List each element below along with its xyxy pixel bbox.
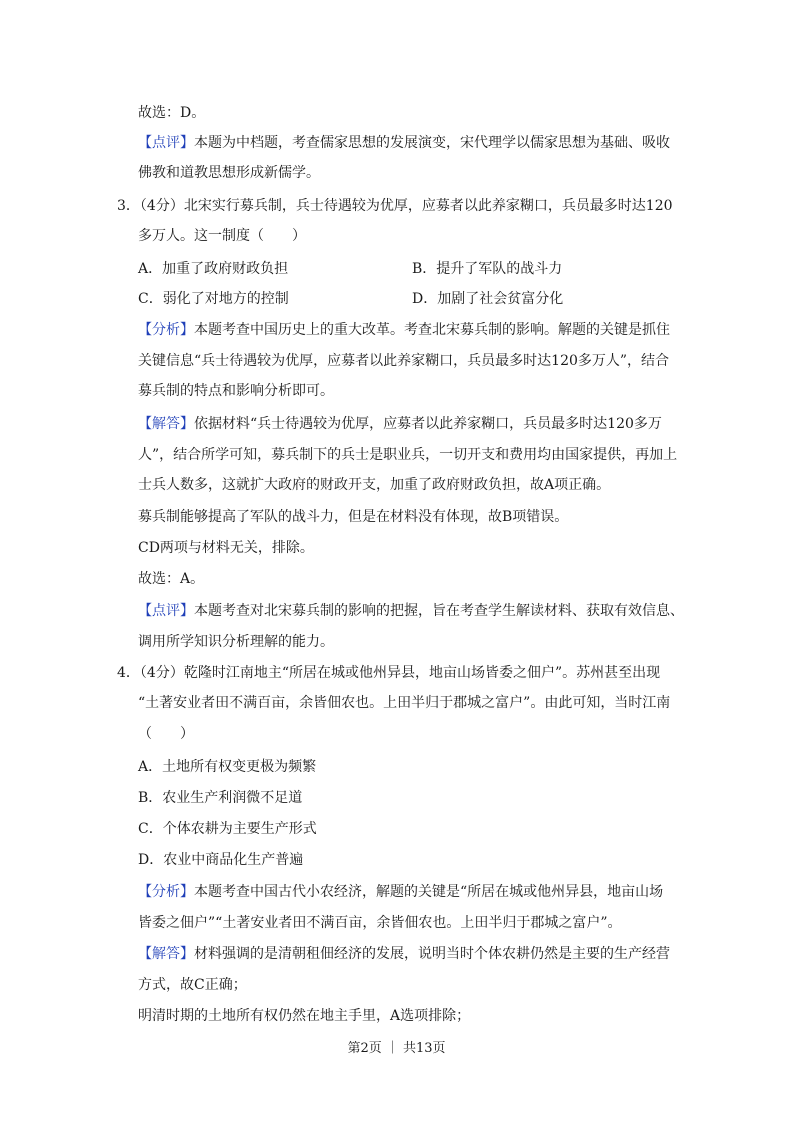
prev-answer-line: 故选：D。 — [138, 105, 206, 121]
q4-stem-line-1: 4．（4分）乾隆时江南地主“所居在城或他州异县，地亩山场皆委之佃户”。苏州甚至出现 — [117, 665, 661, 681]
q4-analysis-line-1 — [138, 882, 663, 902]
q4-option-b: B．农业生产利润微不足道 — [138, 790, 303, 806]
answer-tag: 【解答】 — [138, 416, 194, 432]
prev-comment-line-2: 佛教和道教思想形成新儒学。 — [138, 165, 320, 181]
q3-option-a: A．加重了政府财政负担 — [138, 261, 289, 277]
q4-answer-line-2: 方式，故C正确； — [138, 977, 247, 993]
q4-option-c: C．个体农耕为主要生产形式 — [138, 821, 317, 837]
answer-tag: 【解答】 — [138, 946, 194, 962]
page-footer: 第2页 ｜ 共13页 — [347, 1041, 446, 1056]
q4-stem-line-3: （ ） — [138, 726, 194, 742]
analysis-tag: 【分析】 — [138, 884, 194, 900]
q3-option-c: C．弱化了对地方的控制 — [138, 291, 289, 307]
q4-option-d: D．农业中商品化生产普遍 — [138, 852, 304, 868]
prev-comment-text-1: 本题为中档题，考查儒家思想的发展演变，宋代理学以儒家思想为基础、吸收 — [194, 135, 670, 151]
q3-analysis-text-1: 本题考查中国历史上的重大改革。考查北宋募兵制的影响。解题的关键是抓住 — [194, 322, 670, 338]
comment-tag: 【点评】 — [138, 135, 194, 151]
q3-stem-line-2: 多万人。这一制度（ ） — [138, 228, 306, 244]
q4-option-a: A．土地所有权变更极为频繁 — [138, 759, 317, 775]
q4-answer-line-1 — [138, 944, 670, 964]
q4-answer-text-1: 材料强调的是清朝租佃经济的发展，说明当时个体农耕仍然是主要的生产经营 — [194, 946, 670, 962]
q3-answer-line-2: 人”，结合所学可知，募兵制下的兵士是职业兵，一切开支和费用均由国家提供，再加上 — [138, 447, 678, 463]
q3-analysis-line-1 — [138, 320, 670, 340]
q3-answer-line-5: CD两项与材料无关，排除。 — [138, 540, 314, 556]
q3-answer-line-1 — [138, 414, 662, 434]
q3-stem-line-1: 3．（4分）北宋实行募兵制，兵士待遇较为优厚，应募者以此养家糊口，兵员最多时达120 — [117, 198, 673, 214]
q4-answer-line-3: 明清时期的土地所有权仍然在地主手里，A选项排除； — [138, 1008, 471, 1024]
q3-option-b: B．提升了军队的战斗力 — [412, 261, 563, 277]
analysis-tag: 【分析】 — [138, 322, 194, 338]
q4-analysis-text-1: 本题考查中国古代小农经济，解题的关键是“所居在城或他州异县，地亩山场 — [194, 884, 664, 900]
q3-analysis-line-2: 关键信息“兵士待遇较为优厚，应募者以此养家糊口，兵员最多时达120多万人”，结合 — [138, 353, 670, 369]
q4-analysis-line-2: 皆委之佃户”“土著安业者田不满百亩，余皆佃农也。上田半归于郡城之富户”。 — [138, 915, 622, 931]
q3-answer-text-1: 依据材料“兵士待遇较为优厚，应募者以此养家糊口，兵员最多时达120多万 — [194, 416, 662, 432]
q4-stem-line-2: “土著安业者田不满百亩，余皆佃农也。上田半归于郡城之富户”。由此可知，当时江南 — [138, 695, 671, 711]
comment-tag: 【点评】 — [138, 603, 194, 619]
prev-comment-line-1 — [138, 133, 670, 153]
q3-analysis-line-3: 募兵制的特点和影响分析即可。 — [138, 383, 334, 399]
q3-answer-line-3: 士兵人数多，这就扩大政府的财政开支，加重了政府财政负担，故A项正确。 — [138, 477, 611, 493]
q3-option-d: D．加剧了社会贫富分化 — [412, 291, 564, 307]
q3-answer-line-4: 募兵制能够提高了军队的战斗力，但是在材料没有体现，故B项错误。 — [138, 509, 569, 525]
q3-comment-text-1: 本题考查对北宋募兵制的影响的把握，旨在考查学生解读材料、获取有效信息、 — [194, 603, 684, 619]
q3-comment-line-1 — [138, 601, 684, 621]
q3-answer-line-6: 故选：A。 — [138, 571, 205, 587]
q3-comment-line-2: 调用所学知识分析理解的能力。 — [138, 634, 334, 650]
